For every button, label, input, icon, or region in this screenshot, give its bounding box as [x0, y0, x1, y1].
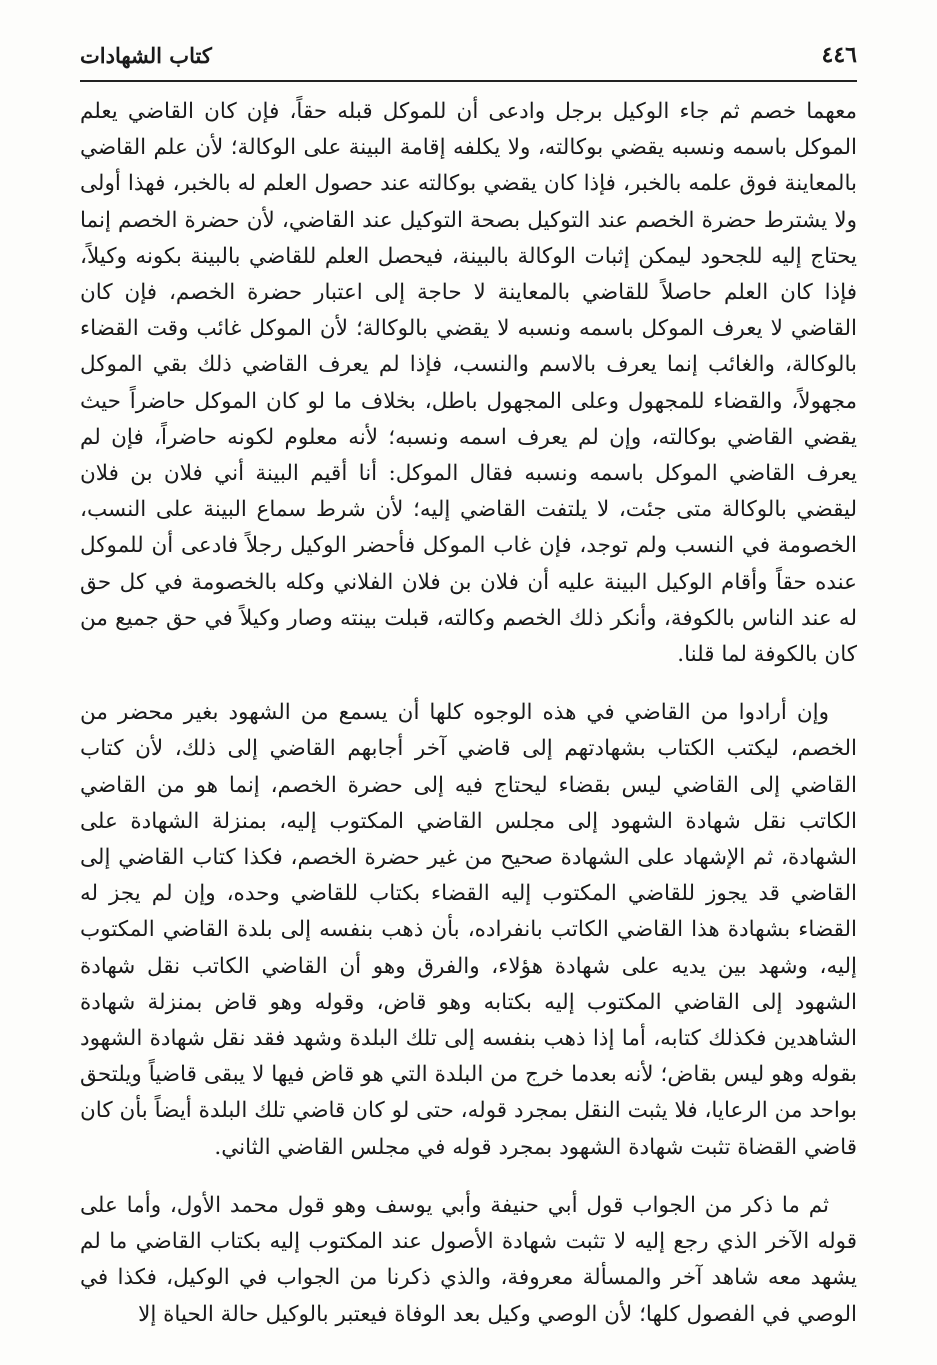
- page-header: [80, 34, 857, 76]
- paragraph-1: معهما خصم ثم جاء الوكيل برجل وادعى أن للموكل قبله حقاً، فإن كان القاضي يعلم الموكل باسمه ونسبه يقضي بوكالته، ولا يكلفه إقامة البينة على الوكالة؛ لأن علم القاضي بالمعاينة فوق علمه بالخبر، فإذا كان يقضي بوكالته عند حصول العلم له بالخبر، فهذا أولى ولا يشترط حضرة الخصم عند التوكيل بصحة التوكيل عند القاضي، لأن حضرة الخصم إنما يحتاج إليه للجحود ليمكن إثبات الوكالة بالبينة، فيحصل العلم للقاضي بالبينة بكونه وكيلاً، فإذا كان العلم حاصلاً للقاضي بالمعاينة لا حاجة إلى اعتبار حضرة الخصم، فإن كان القاضي لا يعرف الموكل باسمه ونسبه لا يقضي بالوكالة؛ لأن الموكل غائب وقت القضاء بالوكالة، والغائب إنما يعرف بالاسم والنسب، فإذا لم يعرف القاضي ذلك بقي الموكل مجهولاً، والقضاء للمجهول وعلى المجهول باطل، بخلاف ما لو كان الموكل حاضراً حيث يقضي القاضي بوكالته، وإن لم يعرف اسمه ونسبه؛ لأنه معلوم لكونه حاضراً، فإن لم يعرف القاضي الموكل باسمه ونسبه فقال الموكل: أنا أقيم البينة أني فلان بن فلان ليقضي بالوكالة متى جئت، لا يلتفت القاضي إليه؛ لأن شرط سماع البينة على النسب، الخصومة في النسب ولم توجد، فإن غاب الموكل فأحضر الوكيل رجلاً فادعى أن للموكل عنده حقاً وأقام الوكيل البينة عليه أن فلان بن فلان الفلاني وكله بالخصومة في كل حق له عند الناس بالكوفة، وأنكر ذلك الخصم وكالته، قبلت بينته وصار وكيلاً في حق جميع من كان بالكوفة لما قلنا.: [80, 99, 857, 668]
- running-title: كتاب الشهادات: [80, 42, 212, 68]
- body-text: [80, 94, 857, 1333]
- paragraph-2: وإن أرادوا من القاضي في هذه الوجوه كلها أن يسمع من الشهود بغير محضر من الخصم، ليكتب الكتاب بشهادتهم إلى قاضي آخر أجابهم القاضي إلى ذلك، لأن كتاب القاضي إلى القاضي ليس بقضاء ليحتاج فيه إلى حضرة الخصم، إنما هو من القاضي الكاتب نقل شهادة الشهود إلى مجلس القاضي المكتوب إليه، بمنزلة الشهادة على الشهادة، ثم الإشهاد على الشهادة صحيح من غير حضرة الخصم، فكذا كتاب القاضي إلى القاضي قد يجوز للقاضي المكتوب إليه القضاء بكتاب للقاضي وحده، وإن لم يجز له القضاء بشهادة هذا القاضي الكاتب بانفراده، بأن ذهب بنفسه إلى بلدة القاضي المكتوب إليه، وشهد بين يديه على شهادة هؤلاء، والفرق وهو أن القاضي الكاتب نقل شهادة الشهود إلى القاضي المكتوب إليه بكتابه وهو قاض، وقوله وهو قاض بمنزلة شهادة الشاهدين فكذلك كتابه، أما إذا ذهب بنفسه إلى تلك البلدة وشهد فقد نقل شهادة الشهود بقوله وهو ليس بقاض؛ لأنه بعدما خرج من البلدة التي هو قاض فيها لا يبقى قاضياً ويلتحق بواحد من الرعايا، فلا يثبت النقل بمجرد قوله، حتى لو كان قاضي تلك البلدة أيضاً بأن كان قاضي القضاة تثبت شهادة الشهود بمجرد قوله في مجلس القاضي الثاني.: [80, 700, 857, 1160]
- page-number: ٤٤٦: [821, 42, 857, 68]
- paragraph-3: ثم ما ذكر من الجواب قول أبي حنيفة وأبي يوسف وهو قول محمد الأول، وأما على قوله الآخر الذي رجع إليه لا تثبت شهادة الأصول عند المكتوب إليه بكتاب القاضي ما لم يشهد معه شاهد آخر والمسألة معروفة، والذي ذكرنا من الجواب في الوكيل، فكذا في الوصي في الفصول كلها؛ لأن الوصي وكيل بعد الوفاة فيعتبر بالوكيل حالة الحياة إلا: [80, 1192, 858, 1327]
- header-divider: [80, 80, 857, 82]
